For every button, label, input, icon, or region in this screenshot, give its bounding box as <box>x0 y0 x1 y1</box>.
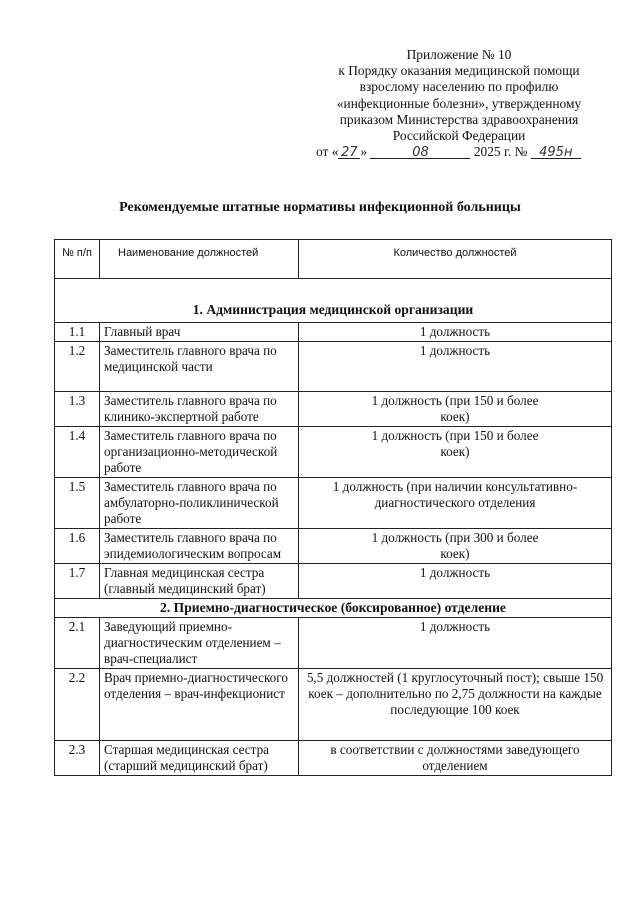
section-row <box>55 279 612 323</box>
table-row <box>55 323 612 342</box>
appendix-line: взрослому населению по профилю <box>359 79 559 95</box>
section-title: 2. Приемно-диагностическое (боксированное) отделение <box>55 599 612 618</box>
row-count: 1 должность (при 300 и более коек) <box>299 529 612 564</box>
row-position: Заместитель главного врача по организационно-методической работе <box>100 427 299 478</box>
ref-day: 27 <box>338 145 360 159</box>
appendix-line: к Порядку оказания медицинской помощи <box>338 63 580 79</box>
table-row <box>55 669 612 741</box>
col-header-position: Наименование должностей <box>100 240 299 279</box>
document-title: Рекомендуемые штатные нормативы инфекционной больницы <box>119 200 521 215</box>
row-position: Заместитель главного врача по медицинской части <box>100 342 299 392</box>
section-row <box>55 599 612 618</box>
ref-year: 2025 г. № <box>473 144 528 160</box>
table-row <box>55 564 612 599</box>
row-count: 1 должность <box>299 564 612 599</box>
table-row <box>55 618 612 669</box>
ref-month: 08 <box>370 145 470 159</box>
row-num: 1.1 <box>55 323 100 342</box>
row-num: 1.4 <box>55 427 100 478</box>
row-num: 1.5 <box>55 478 100 529</box>
row-num: 2.2 <box>55 669 100 741</box>
ref-prefix: от « <box>316 144 339 160</box>
row-count: 1 должность (при 150 и более коек) <box>299 392 612 427</box>
table-row <box>55 392 612 427</box>
row-count: 1 должность (при 150 и более коек) <box>299 427 612 478</box>
ref-number: 495н <box>531 145 581 159</box>
row-position: Старшая медицинская сестра (старший медицинский брат) <box>100 741 299 776</box>
row-position: Заместитель главного врача по эпидемиологическим вопросам <box>100 529 299 564</box>
ref-mid: » <box>360 144 368 160</box>
appendix-header <box>300 47 618 160</box>
row-num: 2.3 <box>55 741 100 776</box>
row-num: 1.7 <box>55 564 100 599</box>
section-title: 1. Администрация медицинской организации <box>55 279 612 323</box>
order-reference <box>300 144 618 160</box>
col-header-count: Количество должностей <box>299 240 612 279</box>
row-num: 1.3 <box>55 392 100 427</box>
table-row <box>55 427 612 478</box>
row-count: 1 должность <box>299 342 612 392</box>
row-position: Заместитель главного врача по клинико-экспертной работе <box>100 392 299 427</box>
row-position: Главная медицинская сестра (главный медицинский брат) <box>100 564 299 599</box>
table-row <box>55 529 612 564</box>
row-count: в соответствии с должностями заведующего отделением <box>299 741 612 776</box>
appendix-line: Приложение № 10 <box>406 47 512 62</box>
row-count: 1 должность (при наличии консультативно-диагностического отделения <box>299 478 612 529</box>
row-num: 2.1 <box>55 618 100 669</box>
row-position: Заместитель главного врача по амбулаторно-поликлинической работе <box>100 478 299 529</box>
appendix-line: «инфекционные болезни», утвержденному <box>336 95 582 111</box>
row-count: 1 должность <box>299 618 612 669</box>
row-num: 1.6 <box>55 529 100 564</box>
table-row <box>55 478 612 529</box>
appendix-line: Российской Федерации <box>392 128 526 144</box>
row-count: 5,5 должностей (1 круглосуточный пост); свыше 150 коек – дополнительно по 2,75 должности на каждые последующие 100 коек <box>299 669 612 741</box>
row-position: Заведующий приемно-диагностическим отделением – врач-специалист <box>100 618 299 669</box>
row-num: 1.2 <box>55 342 100 392</box>
row-position: Главный врач <box>100 323 299 342</box>
staff-table <box>54 239 612 776</box>
table-row <box>55 342 612 392</box>
appendix-line: приказом Министерства здравоохранения <box>339 111 579 127</box>
table-header-row <box>55 240 612 279</box>
row-count: 1 должность <box>299 323 612 342</box>
col-header-num: № п/п <box>55 240 100 279</box>
table-row <box>55 741 612 776</box>
row-position: Врач приемно-диагностического отделения – врач-инфекционист <box>100 669 299 741</box>
